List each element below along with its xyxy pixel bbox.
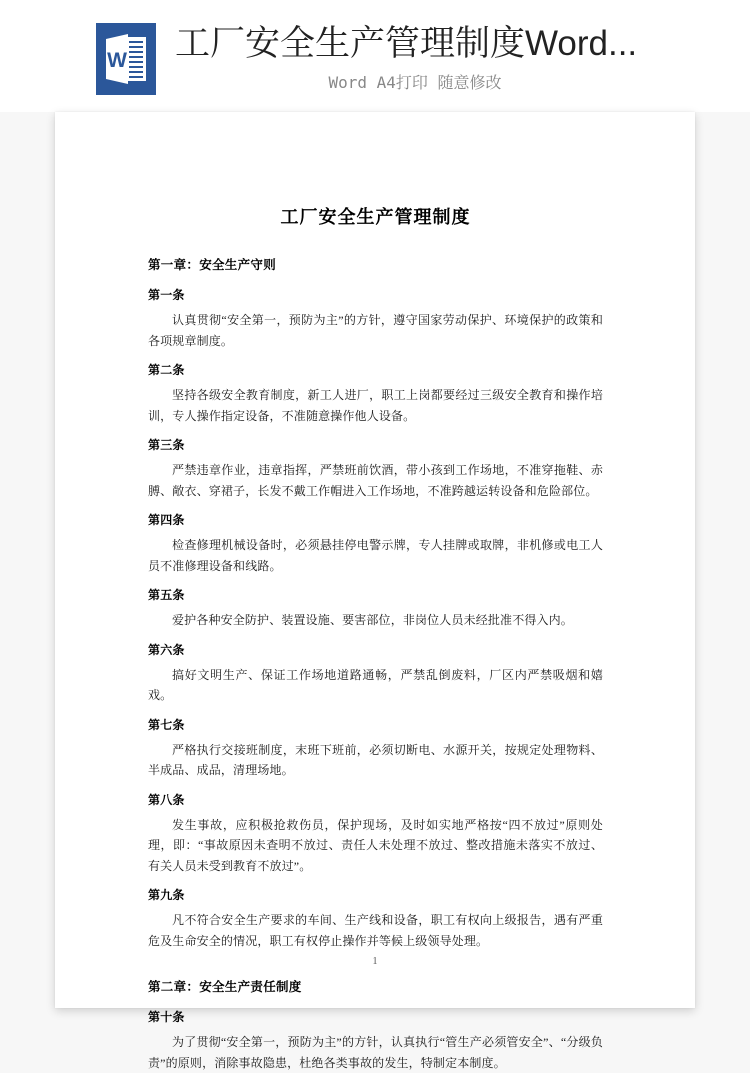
- chapters-container: [148, 255, 603, 1073]
- document-title: 工厂安全生产管理制度: [280, 207, 471, 227]
- header-title-block: [175, 22, 645, 94]
- document-page: [55, 112, 695, 1070]
- article-paragraph: 爱护各种安全防护、装置设施、要害部位，非岗位人员未经批准不得入内。: [172, 613, 573, 627]
- chapter-heading: 第二章：安全生产责任制度: [148, 980, 302, 994]
- article-paragraph: 为了贯彻“安全第一，预防为主”的方针，认真执行“管生产必须管安全”、“分级负责”的原则，消除事故隐患，杜绝各类事故的发生，特制定本制度。: [148, 1035, 603, 1070]
- article-paragraph: 严禁违章作业，违章指挥，严禁班前饮酒，带小孩到工作场地，不准穿拖鞋、赤膊、敞衣、穿裙子，长发不戴工作帽进入工作场地，不准跨越运转设备和危险部位。: [148, 463, 603, 498]
- article-paragraph: 凡不符合安全生产要求的车间、生产线和设备，职工有权向上级报告，遇有严重危及生命安全的情况，职工有权停止操作并等候上级领导处理。: [148, 913, 603, 948]
- article-paragraph: 发生事故，应积极抢救伤员，保护现场，及时如实地严格按“四不放过”原则处理，即：“事故原因未查明不放过、责任人未处理不放过、整改措施未落实不放过、有关人员未受到教育不放过”。: [148, 817, 603, 873]
- article-label: 第七条: [148, 717, 185, 732]
- article-paragraph: 检查修理机械设备时，必须悬挂停电警示牌，专人挂牌或取牌，非机修或电工人员不准修理设备和线路。: [148, 538, 603, 573]
- article-label: 第六条: [148, 642, 185, 657]
- article-paragraph: 认真贯彻“安全第一，预防为主”的方针，遵守国家劳动保护、环境保护的政策和各项规章制度。: [148, 313, 603, 348]
- article-paragraph: 搞好文明生产、保证工作场地道路通畅，严禁乱倒废料，厂区内严禁吸烟和嬉戏。: [148, 667, 603, 702]
- header-subtitle: Word A4打印 随意修改: [328, 73, 502, 92]
- svg-text:W: W: [107, 49, 127, 72]
- page-header: [0, 0, 750, 112]
- article-label: 第四条: [148, 513, 185, 527]
- chapter-heading: 第一章：安全生产守则: [148, 258, 277, 272]
- article-paragraph: 严格执行交接班制度，末班下班前，必须切断电、水源开关，按规定处理物料、半成品、成品，清理场地。: [148, 742, 603, 777]
- article-label: 第一条: [148, 288, 185, 302]
- article-label: 第二条: [148, 363, 185, 377]
- article-label: 第八条: [148, 792, 185, 807]
- header-title: 工厂安全生产管理制度Word...: [175, 24, 638, 63]
- document-preview-area: [0, 112, 750, 1070]
- article-label: 第五条: [148, 588, 185, 602]
- page-number: 1: [372, 956, 378, 967]
- document-body: [148, 112, 603, 1073]
- article-label: 第三条: [148, 438, 185, 452]
- article-label: 第九条: [148, 888, 185, 902]
- word-document-icon: [96, 23, 156, 95]
- article-paragraph: 坚持各级安全教育制度，新工人进厂，职工上岗都要经过三级安全教育和操作培训，专人操作指定设备，不准随意操作他人设备。: [148, 388, 603, 423]
- article-label: 第十条: [148, 1010, 185, 1024]
- header-inner: [0, 0, 750, 112]
